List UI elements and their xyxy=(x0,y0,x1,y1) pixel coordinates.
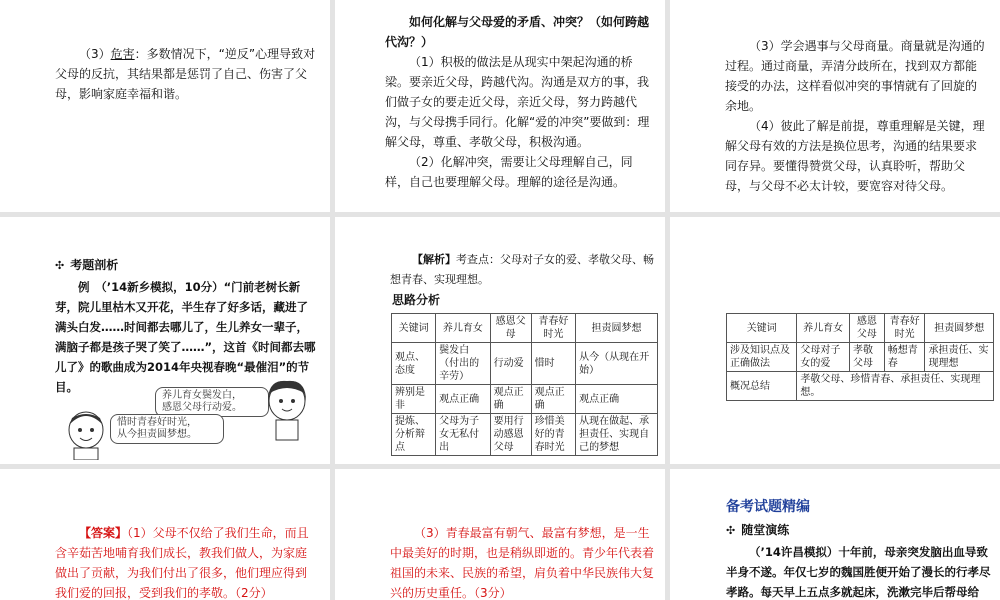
slide-1 xyxy=(0,0,330,212)
term-danger: 危害 xyxy=(110,47,135,61)
exam-analysis-heading: ✣ 考题剖析 xyxy=(55,258,119,272)
paragraph-2: （2）化解冲突，需要让父母理解自己，同样，自己也要理解父母。理解的途径是沟通。 xyxy=(385,155,633,189)
danger-text: ：多数情况下，“逆反”心理导致对父母的反抗，其结果都是惩罚了自己、伤害了父母，影响家庭幸福和谐。 xyxy=(55,47,316,101)
slide-7 xyxy=(0,469,330,600)
table-header-row: 关键词 养儿育女 感恩父母 青春好时光 担责圆梦想 xyxy=(392,314,658,343)
section-title-practice: 备考试题精编 xyxy=(726,499,810,515)
diamond-cross-icon: ✣ xyxy=(726,524,736,537)
slide-9 xyxy=(670,469,1000,600)
girl-illustration xyxy=(262,379,312,441)
practice-heading: ✣ 随堂演练 xyxy=(726,523,790,537)
paragraph-1: （1）积极的做法是从现实中架起沟通的桥梁。要亲近父母，跨越代沟。沟通是双方的事，我们做子女的要走近父母，亲近父母，努力跨越代沟，与父母携手同行。化解“爱的冲突”要做到：理解父母，尊重、孝敬父母，积极沟通。 xyxy=(385,55,650,149)
speech-bubble-right: 养儿育女鬓发白， 感恩父母行动爱。 xyxy=(155,387,269,417)
table-row: 概况总结 孝敬父母、珍惜青春、承担责任、实现理想。 xyxy=(727,372,994,401)
thinking-analysis-label: 思路分析 xyxy=(392,293,441,307)
table-row: 观点、态度 鬓发白（付出的辛劳） 行动爱 惜时 从今（从现在开始） xyxy=(392,343,658,385)
table-row: 辨别是非 观点正确 观点正确 观点正确 观点正确 xyxy=(392,385,658,414)
slide-5 xyxy=(335,217,665,464)
diamond-cross-icon: ✣ xyxy=(55,259,65,272)
slide-6 xyxy=(670,217,1000,464)
answer-paragraph-3: （3）青春最富有朝气、最富有梦想，是一生中最美好的时期，也是稍纵即逝的。青少年代表着祖国的未来、民族的希望，肩负着中华民族伟大复兴的历史重任。（3分） xyxy=(390,526,655,600)
section-title: 如何化解与父母爱的矛盾、冲突？（如何跨越代沟？） xyxy=(385,15,650,49)
slide-8 xyxy=(335,469,665,600)
table-header-row: 关键词 养儿育女 感恩父母 青春好时光 担责圆梦想 xyxy=(727,314,994,343)
analysis-paragraph: 【解析】考查点：父母对子女的爱、孝敬父母、畅想青春、实现理想。 xyxy=(390,253,654,286)
table-row: 涉及知识点及正确做法 父母对子女的爱 孝敬父母 畅想青春 承担责任、实现理想 xyxy=(727,343,994,372)
conflict-section xyxy=(385,12,653,192)
slide-4 xyxy=(0,217,330,464)
example-paragraph: 例 （’14新乡模拟，10分）“门前老树长新芽，院儿里枯木又开花，半生存了好多话，藏进了满头白发……时间都去哪儿了，生儿养女一辈子，满脑子都是孩子哭了笑了……”，这首《时间都去哪儿了》的歌曲成为2014年央视春晚“最催泪”的节目。 xyxy=(55,280,316,394)
danger-paragraph xyxy=(55,44,317,104)
paragraph-4: （4）彼此了解是前提，尊重理解是关键，理解父母有效的方法是换位思考，沟通的结果要求同存异。要懂得赞赏父母，认真聆听，帮助父母，与父母不必太计较，要宽容对待父母。 xyxy=(725,119,985,193)
paragraph-3: （3）学会遇事与父母商量。商量就是沟通的过程。通过商量，弄清分歧所在，找到双方都能接受的办法，这样看似冲突的事情就有了回旋的余地。 xyxy=(725,39,985,113)
analysis-table xyxy=(391,313,658,456)
summary-table xyxy=(726,313,994,401)
slide-3 xyxy=(670,0,1000,212)
item-number: （3） xyxy=(79,47,111,61)
practice-paragraph: （’14许昌模拟）十年前，母亲突发脑出血导致半身不遂。年仅七岁的魏国胜便开始了漫长的行孝尽孝路。每天早上五点多就起床，洗漱完毕后帮母给 xyxy=(726,545,991,599)
speech-bubble-left: 惜时青春好时光， 从今担责圆梦想。 xyxy=(110,414,224,444)
table-row: 提炼、分析辩点 父母为子女无私付出 要用行动感恩父母 珍惜美好的青春时光 从现在做起、承担责任、实现自己的梦想 xyxy=(392,414,658,456)
methods-section xyxy=(725,36,987,196)
answer-paragraph: 【答案】（1）父母不仅给了我们生命，而且含辛茹苦地哺育我们成长，教我们做人，为家庭做出了贡献，为我们付出了很多，他们理应得到我们爱的回报，受到我们的孝敬。（2分） xyxy=(55,526,309,600)
boy-illustration xyxy=(62,410,110,460)
slide-2 xyxy=(335,0,665,212)
